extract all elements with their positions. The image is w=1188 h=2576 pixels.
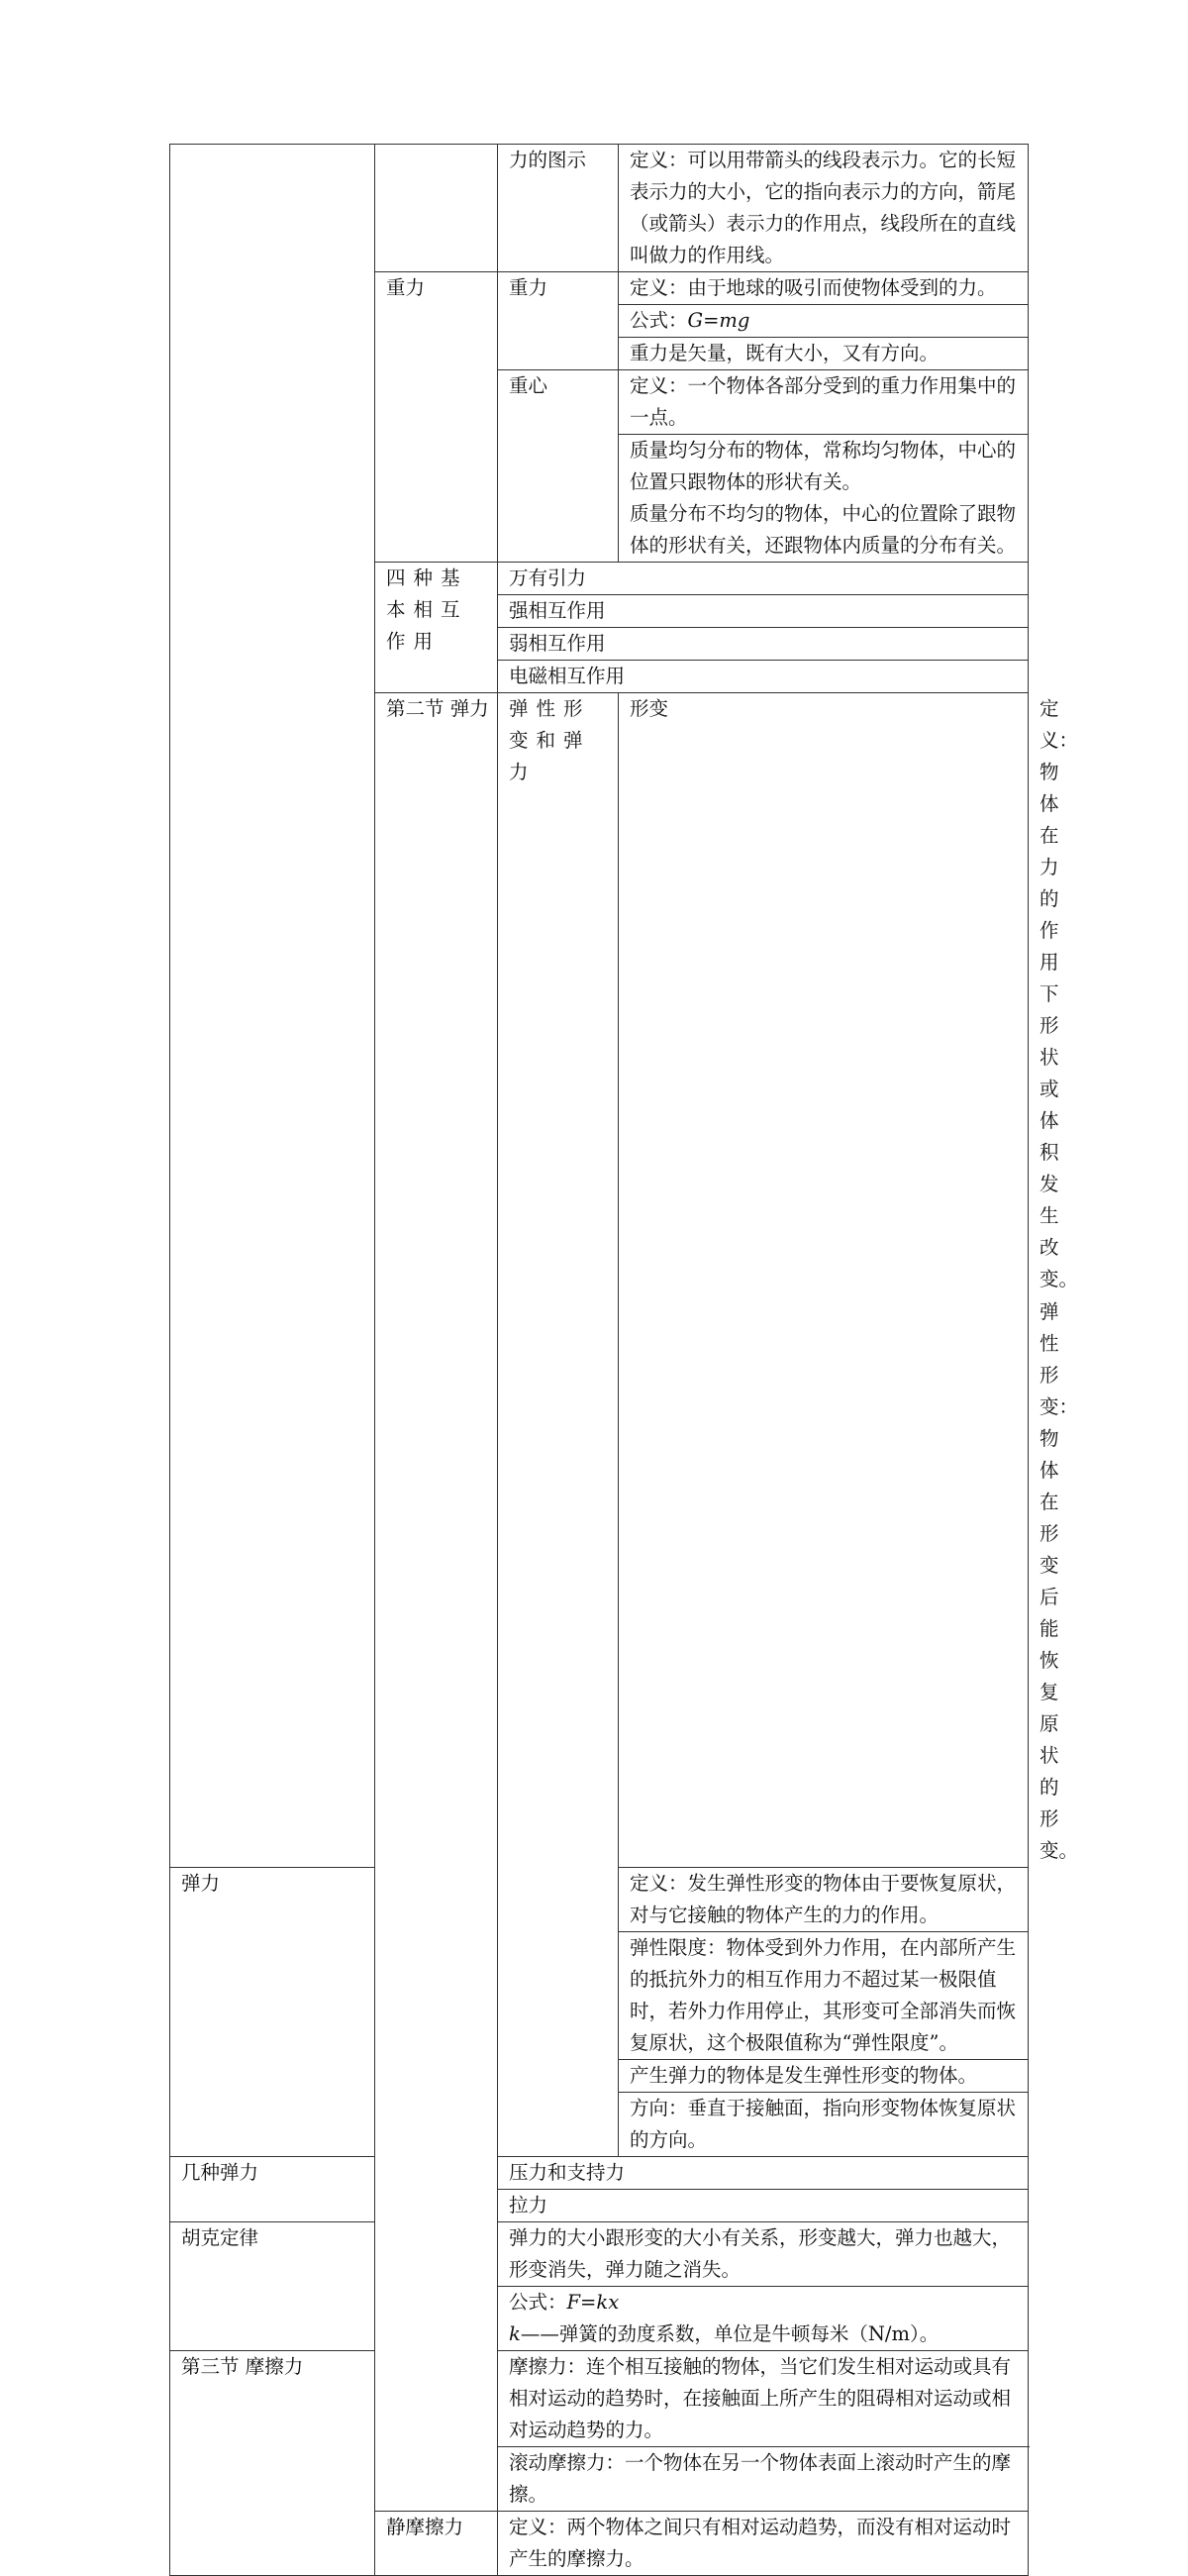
content-cell: 弹性限度：物体受到外力作用，在内部所产生的抵抗外力的相互作用力不超过某一极限值时，若外力作用停止，其形变可全部消失而恢复原状，这个极限值称为“弹性限度”。 xyxy=(619,1932,1029,2060)
topic-cell: 弹性形变和弹力 xyxy=(498,693,619,2157)
list-item: 弱相互作用 xyxy=(498,628,1029,661)
topic-cell: 重力 xyxy=(375,272,498,563)
content-cell: 滚动摩擦力：一个物体在另一个物体表面上滚动时产生的摩擦。 xyxy=(498,2447,1029,2512)
list-item: 电磁相互作用 xyxy=(498,661,1029,693)
content-cell: 摩擦力：连个相互接触的物体，当它们发生相对运动或具有相对运动的趋势时，在接触面上所产生的阻碍相对运动或相对运动趋势的力。 xyxy=(498,2351,1029,2447)
content-cell: 方向：垂直于接触面，指向形变物体恢复原状的方向。 xyxy=(619,2093,1029,2157)
section-title: 第三节 摩擦力 xyxy=(170,2351,375,2576)
content-cell: 弹力的大小跟形变的大小有关系，形变越大，弹力也越大，形变消失，弹力随之消失。 xyxy=(498,2222,1029,2287)
list-item: 压力和支持力 xyxy=(498,2157,1029,2190)
content-cell: 定义：发生弹性形变的物体由于要恢复原状，对与它接触的物体产生的力的作用。 xyxy=(619,1868,1029,1932)
formula-label: 公式： xyxy=(630,309,688,332)
table-row xyxy=(170,2351,1029,2447)
subtopic-cell: 弹力 xyxy=(170,1868,375,2157)
content-cell: 质量均匀分布的物体，常称均匀物体，中心的位置只跟物体的形状有关。 xyxy=(619,435,1029,499)
content-cell: 产生弹力的物体是发生弹性形变的物体。 xyxy=(619,2060,1029,2093)
table-row xyxy=(170,2222,1029,2287)
physics-notes-table xyxy=(169,144,1079,2576)
table-row xyxy=(170,2157,1029,2190)
list-item: 万有引力 xyxy=(498,563,1029,595)
table-row: 第二节 弹力 弹性形变和弹力 形变 定义：物体在力的作用下形状或体积发生改变。 xyxy=(170,693,1029,1296)
table-row xyxy=(170,145,1029,272)
k-description: ——弹簧的劲度系数，单位是牛顿每米（N/m）。 xyxy=(520,2322,940,2345)
content-cell: 重力是矢量，既有大小，又有方向。 xyxy=(619,338,1029,370)
subtopic-cell: 形变 xyxy=(619,693,1029,1868)
content-cell: 质量分布不均匀的物体，中心的位置除了跟物体的形状有关，还跟物体内质量的分布有关。 xyxy=(619,498,1029,563)
content-cell: 定义：由于地球的吸引而使物体受到的力。 xyxy=(619,272,1029,305)
formula: G=mg xyxy=(687,309,750,332)
topic-cell: 胡克定律 xyxy=(170,2222,375,2351)
content-cell: 定义：可以用带箭头的线段表示力。它的长短表示力的大小，它的指向表示力的方向，箭尾（或箭头）表示力的作用点，线段所在的直线叫做力的作用线。 xyxy=(619,145,1029,272)
content-cell: 定义：一个物体各部分受到的重力作用集中的一点。 xyxy=(619,370,1029,435)
subtopic-cell: 力的图示 xyxy=(498,145,619,272)
section-cell-empty xyxy=(170,145,375,1868)
table-row: 弹性形变：物体在形变后能恢复原状的形变。 xyxy=(1040,1300,1079,1862)
topic-cell-empty xyxy=(375,145,498,272)
subtopic-cell: 重力 xyxy=(498,272,619,370)
formula: F=kx xyxy=(566,2291,620,2314)
topic-cell: 几种弹力 xyxy=(170,2157,375,2222)
topic-cell: 四种基本相互作用 xyxy=(375,563,498,693)
content-cell xyxy=(498,2287,1029,2351)
topic-cell: 静摩擦力 xyxy=(375,2512,498,2576)
formula-label: 公式： xyxy=(509,2291,567,2314)
subtopic-cell: 重心 xyxy=(498,370,619,563)
content-cell: 定义：两个物体之间只有相对运动趋势，而没有相对运动时产生的摩擦力。 xyxy=(498,2512,1029,2576)
content-cell xyxy=(619,305,1029,338)
k-symbol: k xyxy=(509,2322,521,2345)
section-title: 第二节 弹力 xyxy=(375,693,498,2512)
list-item: 强相互作用 xyxy=(498,595,1029,628)
list-item: 拉力 xyxy=(498,2190,1029,2222)
